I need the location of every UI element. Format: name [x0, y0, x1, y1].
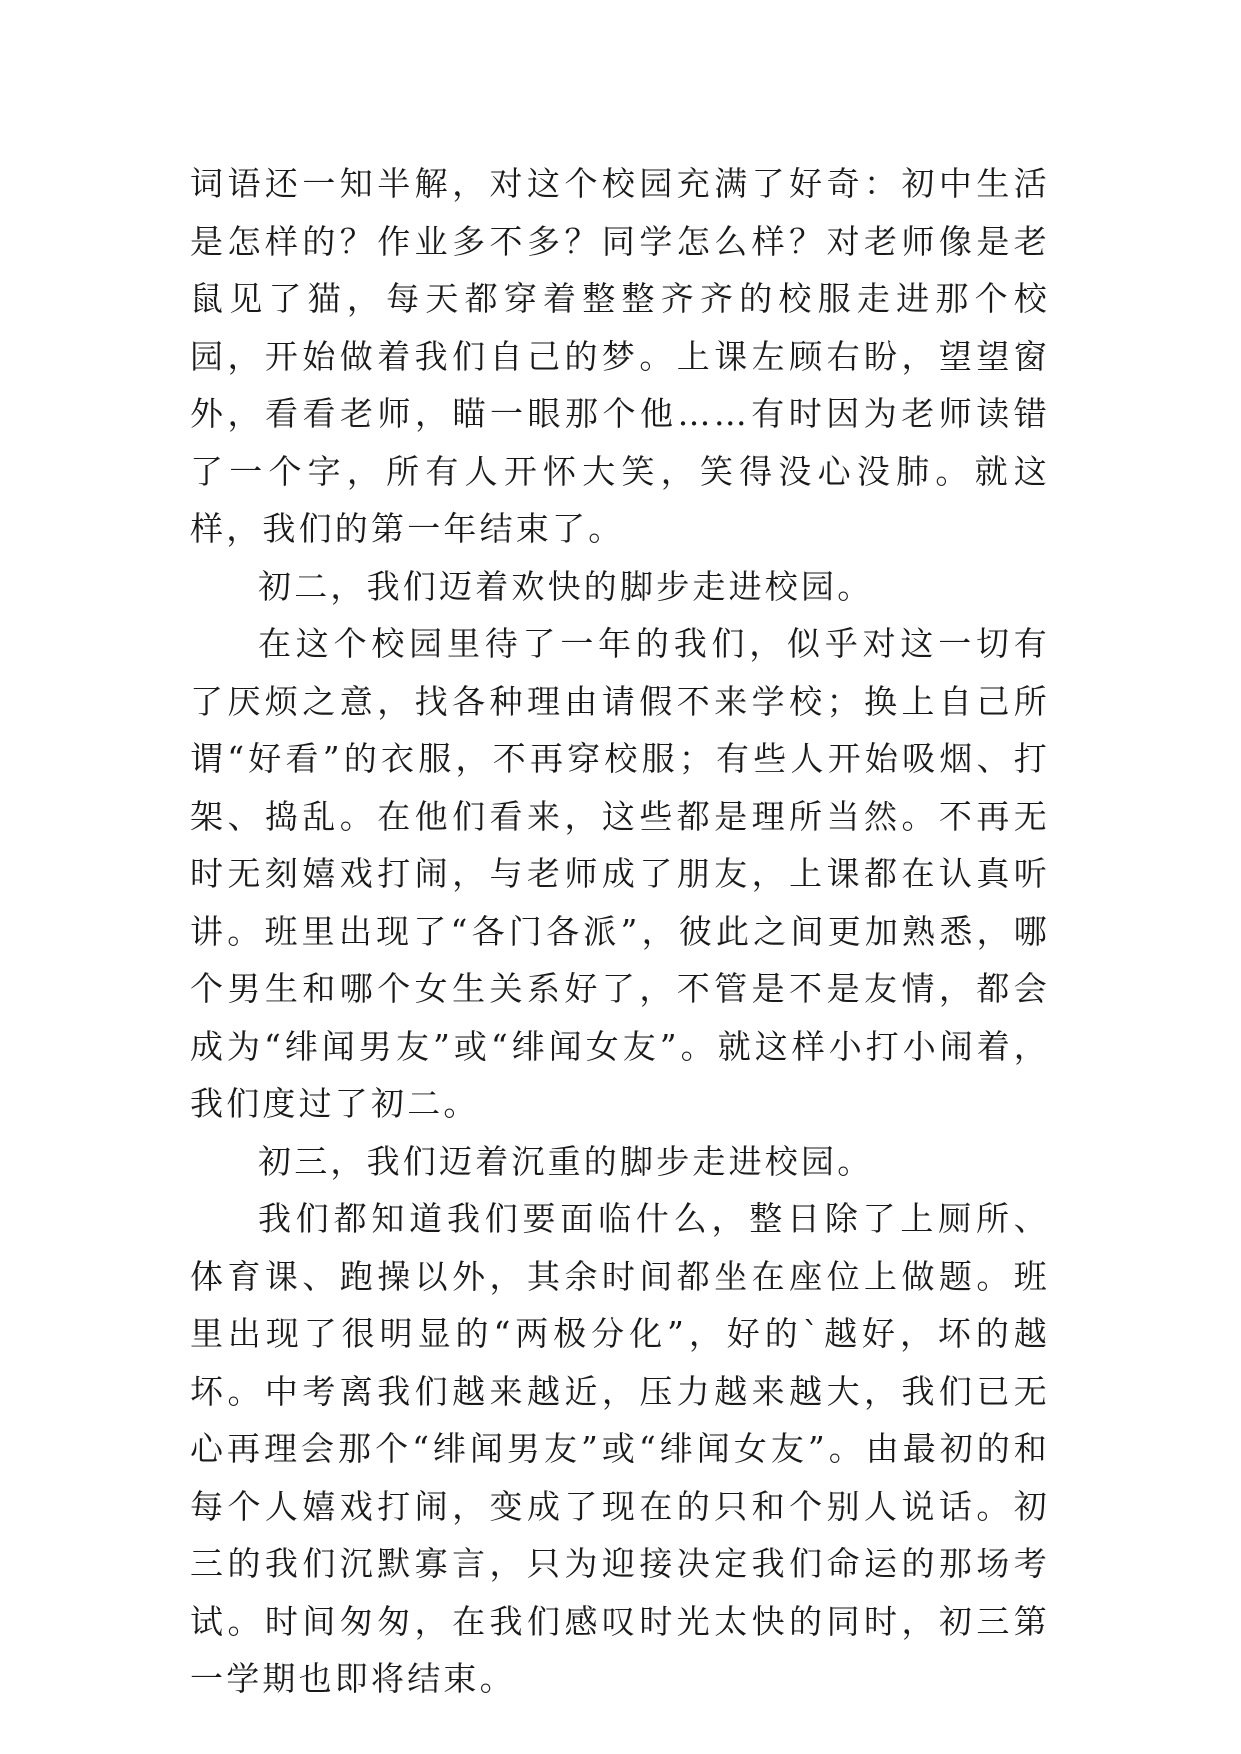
- paragraph-second-year: 在这个校园里待了一年的我们，似乎对这一切有了厌烦之意，找各种理由请假不来学校；换上自己所谓“好看”的衣服，不再穿校服；有些人开始吸烟、打架、捣乱。在他们看来，这些都是理所当然。不再无时无刻嬉戏打闹，与老师成了朋友，上课都在认真听讲。班里出现了“各门各派”，彼此之间更加熟悉，哪个男生和哪个女生关系好了，不管是不是友情，都会成为“绯闻男友”或“绯闻女友”。就这样小打小闹着，我们度过了初二。: [190, 624, 1050, 1123]
- paragraph-third-year-heading: 初三，我们迈着沉重的脚步走进校园。: [258, 1141, 874, 1181]
- paragraph-first-year: 词语还一知半解，对这个校园充满了好奇：初中生活是怎样的？作业多不多？同学怎么样？对老师像是老鼠见了猫，每天都穿着整整齐齐的校服走进那个校园，开始做着我们自己的梦。上课左顾右盼，望望窗外，看看老师，瞄一眼那个他……有时因为老师读错了一个字，所有人开怀大笑，笑得没心没肺。就这样，我们的第一年结束了。: [190, 164, 1050, 548]
- paragraph-second-year-heading: 初二，我们迈着欢快的脚步走进校园。: [258, 566, 874, 606]
- paragraph-third-year: 我们都知道我们要面临什么，整日除了上厕所、体育课、跑操以外，其余时间都坐在座位上做题。班里出现了很明显的“两极分化”，好的`越好，坏的越坏。中考离我们越来越近，压力越来越大，我们已无心再理会那个“绯闻男友”或“绯闻女友”。由最初的和每个人嬉戏打闹，变成了现在的只和个别人说话。初三的我们沉默寡言，只为迎接决定我们命运的那场考试。时间匆匆，在我们感叹时光太快的同时，初三第一学期也即将结束。: [190, 1199, 1050, 1698]
- document-body: [190, 155, 1050, 1708]
